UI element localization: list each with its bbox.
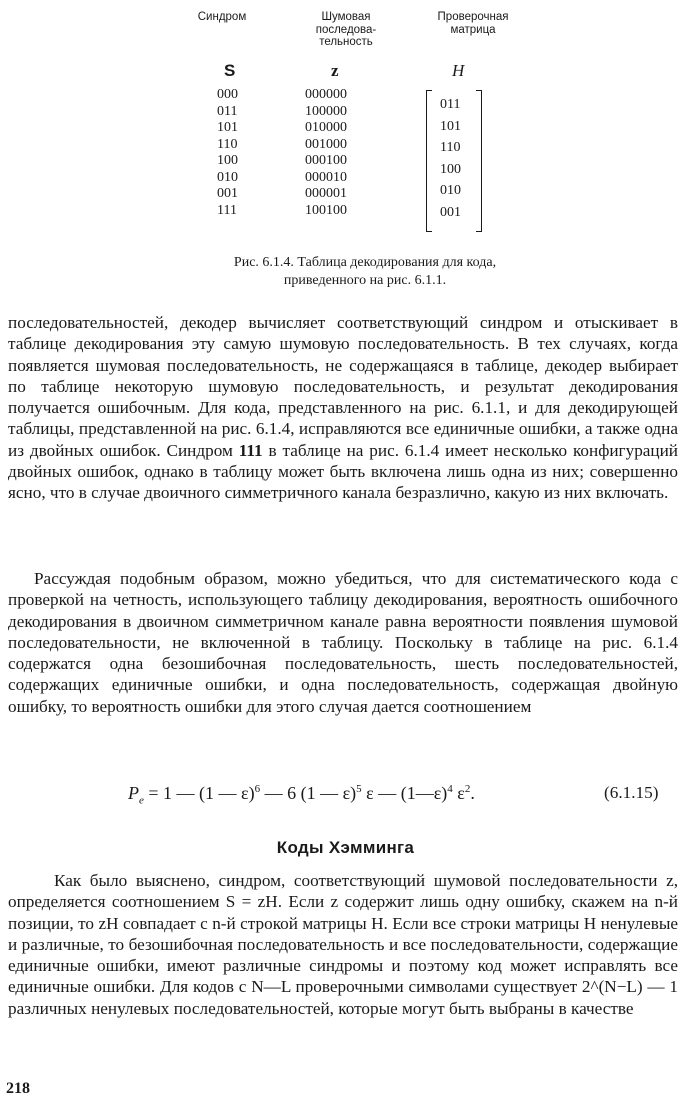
matrix-row: 001 [440,204,461,220]
noise-column [305,87,347,219]
noise-symbol: z [331,61,339,80]
noise-value: 000000 [305,87,347,102]
noise-value: 010000 [305,120,347,135]
section-heading: Коды Хэмминга [276,838,415,857]
paragraph-1 [8,312,678,504]
caption-line: Рис. 6.1.4. Таблица декодирования для кода, [233,255,497,270]
paragraph-text: в таблице на рис. 6.1.4 имеет несколько конфигураций двойных ошибок, однако в таблицу может быть включена лишь одна из них; совершенно ясно, что в случае двоичного симметричного канала безразлично, какую из них включать. [8,440,679,503]
matrix-symbol: H [452,61,465,80]
error-probability-formula: $P_e = 1$ — (1 — ε)$^6$ — 6 (1 — ε)$^5$ ε — (1—ε)$^4$ $\varepsilon^2$. [128,783,475,807]
noise-value: 000010 [305,169,347,185]
syndrome-value: 111 [217,202,237,218]
syndrome-value: 011 [217,103,238,119]
matrix-row: 110 [440,140,461,156]
left-bracket [426,90,432,232]
paragraph-3: Как было выяснено, синдром, соответствующий шумовой последовательности z, определяется соотношением S = zH. Если z содержит лишь одну ошибку, скажем на n-й позиции, то zH совпадает с n-й строкой матрицы H. Если все строки матрицы H ненулевые и различные, то безошибочная последовательность и все последовательности, содержащие единичные ошибки, имеют различные синдромы и поэтому код может исправлять все единичные ошибки. Для кодов с N—L проверочными символами существует 2^(N−L) — 1 различных ненулевых последовательностей, которые могут быть выбраны в качестве [8,871,678,1018]
right-bracket [476,90,482,232]
noise-value: 100000 [305,103,347,119]
noise-value: 000100 [305,153,347,168]
equation-number: (6.1.15) [604,783,659,802]
matrix-row: 101 [440,118,461,134]
noise-value: 001000 [305,136,347,152]
noise-column-header: Шумовая последова- тельность [315,11,377,48]
syndrome-value: 010 [217,169,238,185]
decoding-table-figure [0,0,691,300]
noise-value: 000001 [305,186,347,201]
matrix-row: 010 [440,183,461,199]
syndrome-value: 000 [217,87,238,102]
noise-value: 100100 [305,202,347,218]
paragraph-2: Рассуждая подобным образом, можно убедиться, что для систематического кода с проверкой на четность, использующего таблицу декодирования, вероятность ошибочного декодирования в двоичном симметричном канале равна вероятности появления шумовой последовательности, не включенной в таблицу. Поскольку в таблице на рис. 6.1.4 содержатся одна безошибочная последовательность, шесть последовательностей, содержащих единичные ошибки, и одна последовательность, содержащая двойную ошибку, то вероятность ошибки для этого случая дается соотношением [8,569,678,716]
syndrome-value: 101 [217,120,238,135]
matrix-row: 011 [440,97,461,112]
paragraph-text: последовательностей, декодер вычисляет соответствующий синдром и отыскивает в таблице декодирования эту самую шумовую последовательность. В тех случаях, когда появляется шумовая последовательность, не содержащаяся в таблице, декодер выбирает по таблице некоторую шумовую последовательность, и результат декодирования получается ошибочным. Для кода, представленного на рис. 6.1.1, и для декодирующей таблицы, представленной на рис. 6.1.4, исправляются все единичные ошибки, а также одна из двойных ошибок. Синдром [8,313,678,460]
syndrome-column-header: Синдром [197,11,247,23]
matrix-row: 100 [440,161,461,177]
syndrome-111: 111 [238,440,263,460]
page-number: 218 [6,1080,30,1097]
syndrome-value: 001 [217,186,238,201]
syndrome-symbol: S [224,61,236,80]
syndrome-value: 100 [217,153,238,168]
figure-caption [100,254,630,290]
syndrome-value: 110 [217,136,238,152]
check-matrix-column-header: Проверочная матрица [437,11,509,36]
caption-line: приведенного на рис. 6.1.1. [283,273,447,288]
syndrome-column [217,87,238,219]
check-matrix [426,90,482,232]
matrix-rows [440,94,461,224]
